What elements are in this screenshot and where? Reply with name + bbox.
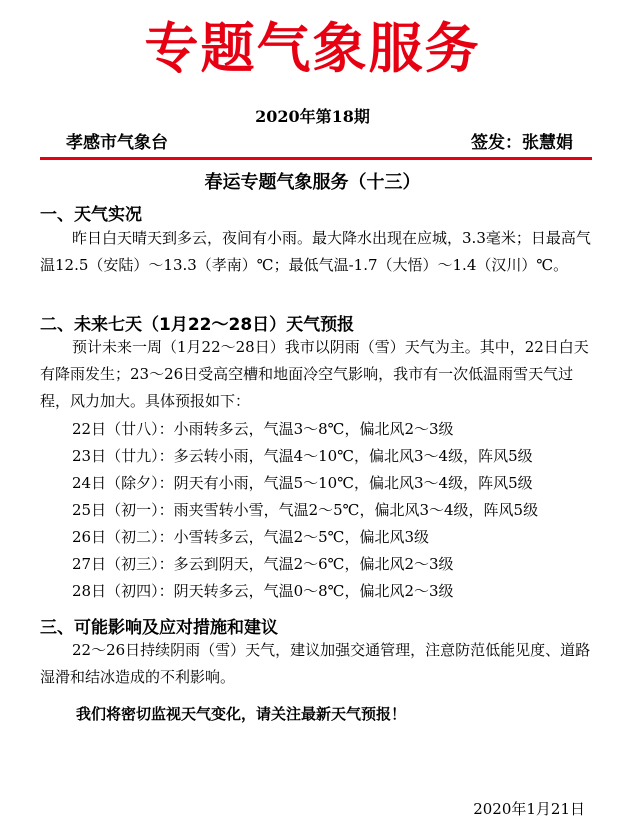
section-heading-forecast: 二、未来七天（1月22～28日）天气预报 [40, 315, 355, 335]
issuing-organization: 孝感市气象台 [66, 133, 168, 153]
forecast-day-24: 24日（除夕）：阴天有小雨，气温5～10℃，偏北风3～4级，阵风5级 [72, 474, 533, 492]
header-divider [40, 157, 592, 160]
measures-paragraph: 22～26日持续阴雨（雪）天气，建议加强交通管理，注意防范低能见度、道路湿滑和结冰造成的不利影响。 [40, 641, 591, 686]
section-heading-observations: 一、天气实况 [40, 205, 142, 225]
section-heading-measures: 三、可能影响及应对措施和建议 [40, 618, 278, 638]
forecast-day-27: 27日（初三）：多云到阴天，气温2～6℃，偏北风2～3级 [72, 555, 454, 573]
issue-date: 2020年1月21日 [473, 800, 585, 818]
forecast-day-22: 22日（廿八）：小雨转多云，气温3～8℃，偏北风2～3级 [72, 420, 454, 438]
forecast-day-28: 28日（初四）：阴天转多云，气温0～8℃，偏北风2～3级 [72, 582, 454, 600]
observations-paragraph: 昨日白天晴天到多云，夜间有小雨。最大降水出现在应城，3.3毫米；日最高气温12.5（安陆）～13.3（孝南）℃；最低气温-1.7（大悟）～1.4（汉川）℃。 [40, 229, 591, 274]
closing-statement: 我们将密切监视天气变化，请关注最新天气预报！ [76, 705, 407, 723]
forecast-intro-paragraph: 预计未来一周（1月22～28日）我市以阴雨（雪）天气为主。其中，22日白天有降雨发生；23～26日受高空槽和地面冷空气影响，我市有一次低温雨雪天气过程，风力加大。具体预报如下： [40, 338, 589, 410]
forecast-day-26: 26日（初二）：小雪转多云，气温2～5℃，偏北风3级 [72, 528, 429, 546]
document-title: 春运专题气象服务（十三） [204, 172, 421, 193]
masthead-title: 专题气象服务 [144, 16, 481, 80]
forecast-day-23: 23日（廿九）：多云转小雨，气温4～10℃，偏北风3～4级，阵风5级 [72, 447, 533, 465]
issuer-signature: 签发：张慧娟 [471, 133, 573, 153]
issue-number: 2020年第18期 [255, 107, 370, 126]
forecast-day-25: 25日（初一）：雨夹雪转小雪，气温2～5℃，偏北风3～4级，阵风5级 [72, 501, 539, 519]
